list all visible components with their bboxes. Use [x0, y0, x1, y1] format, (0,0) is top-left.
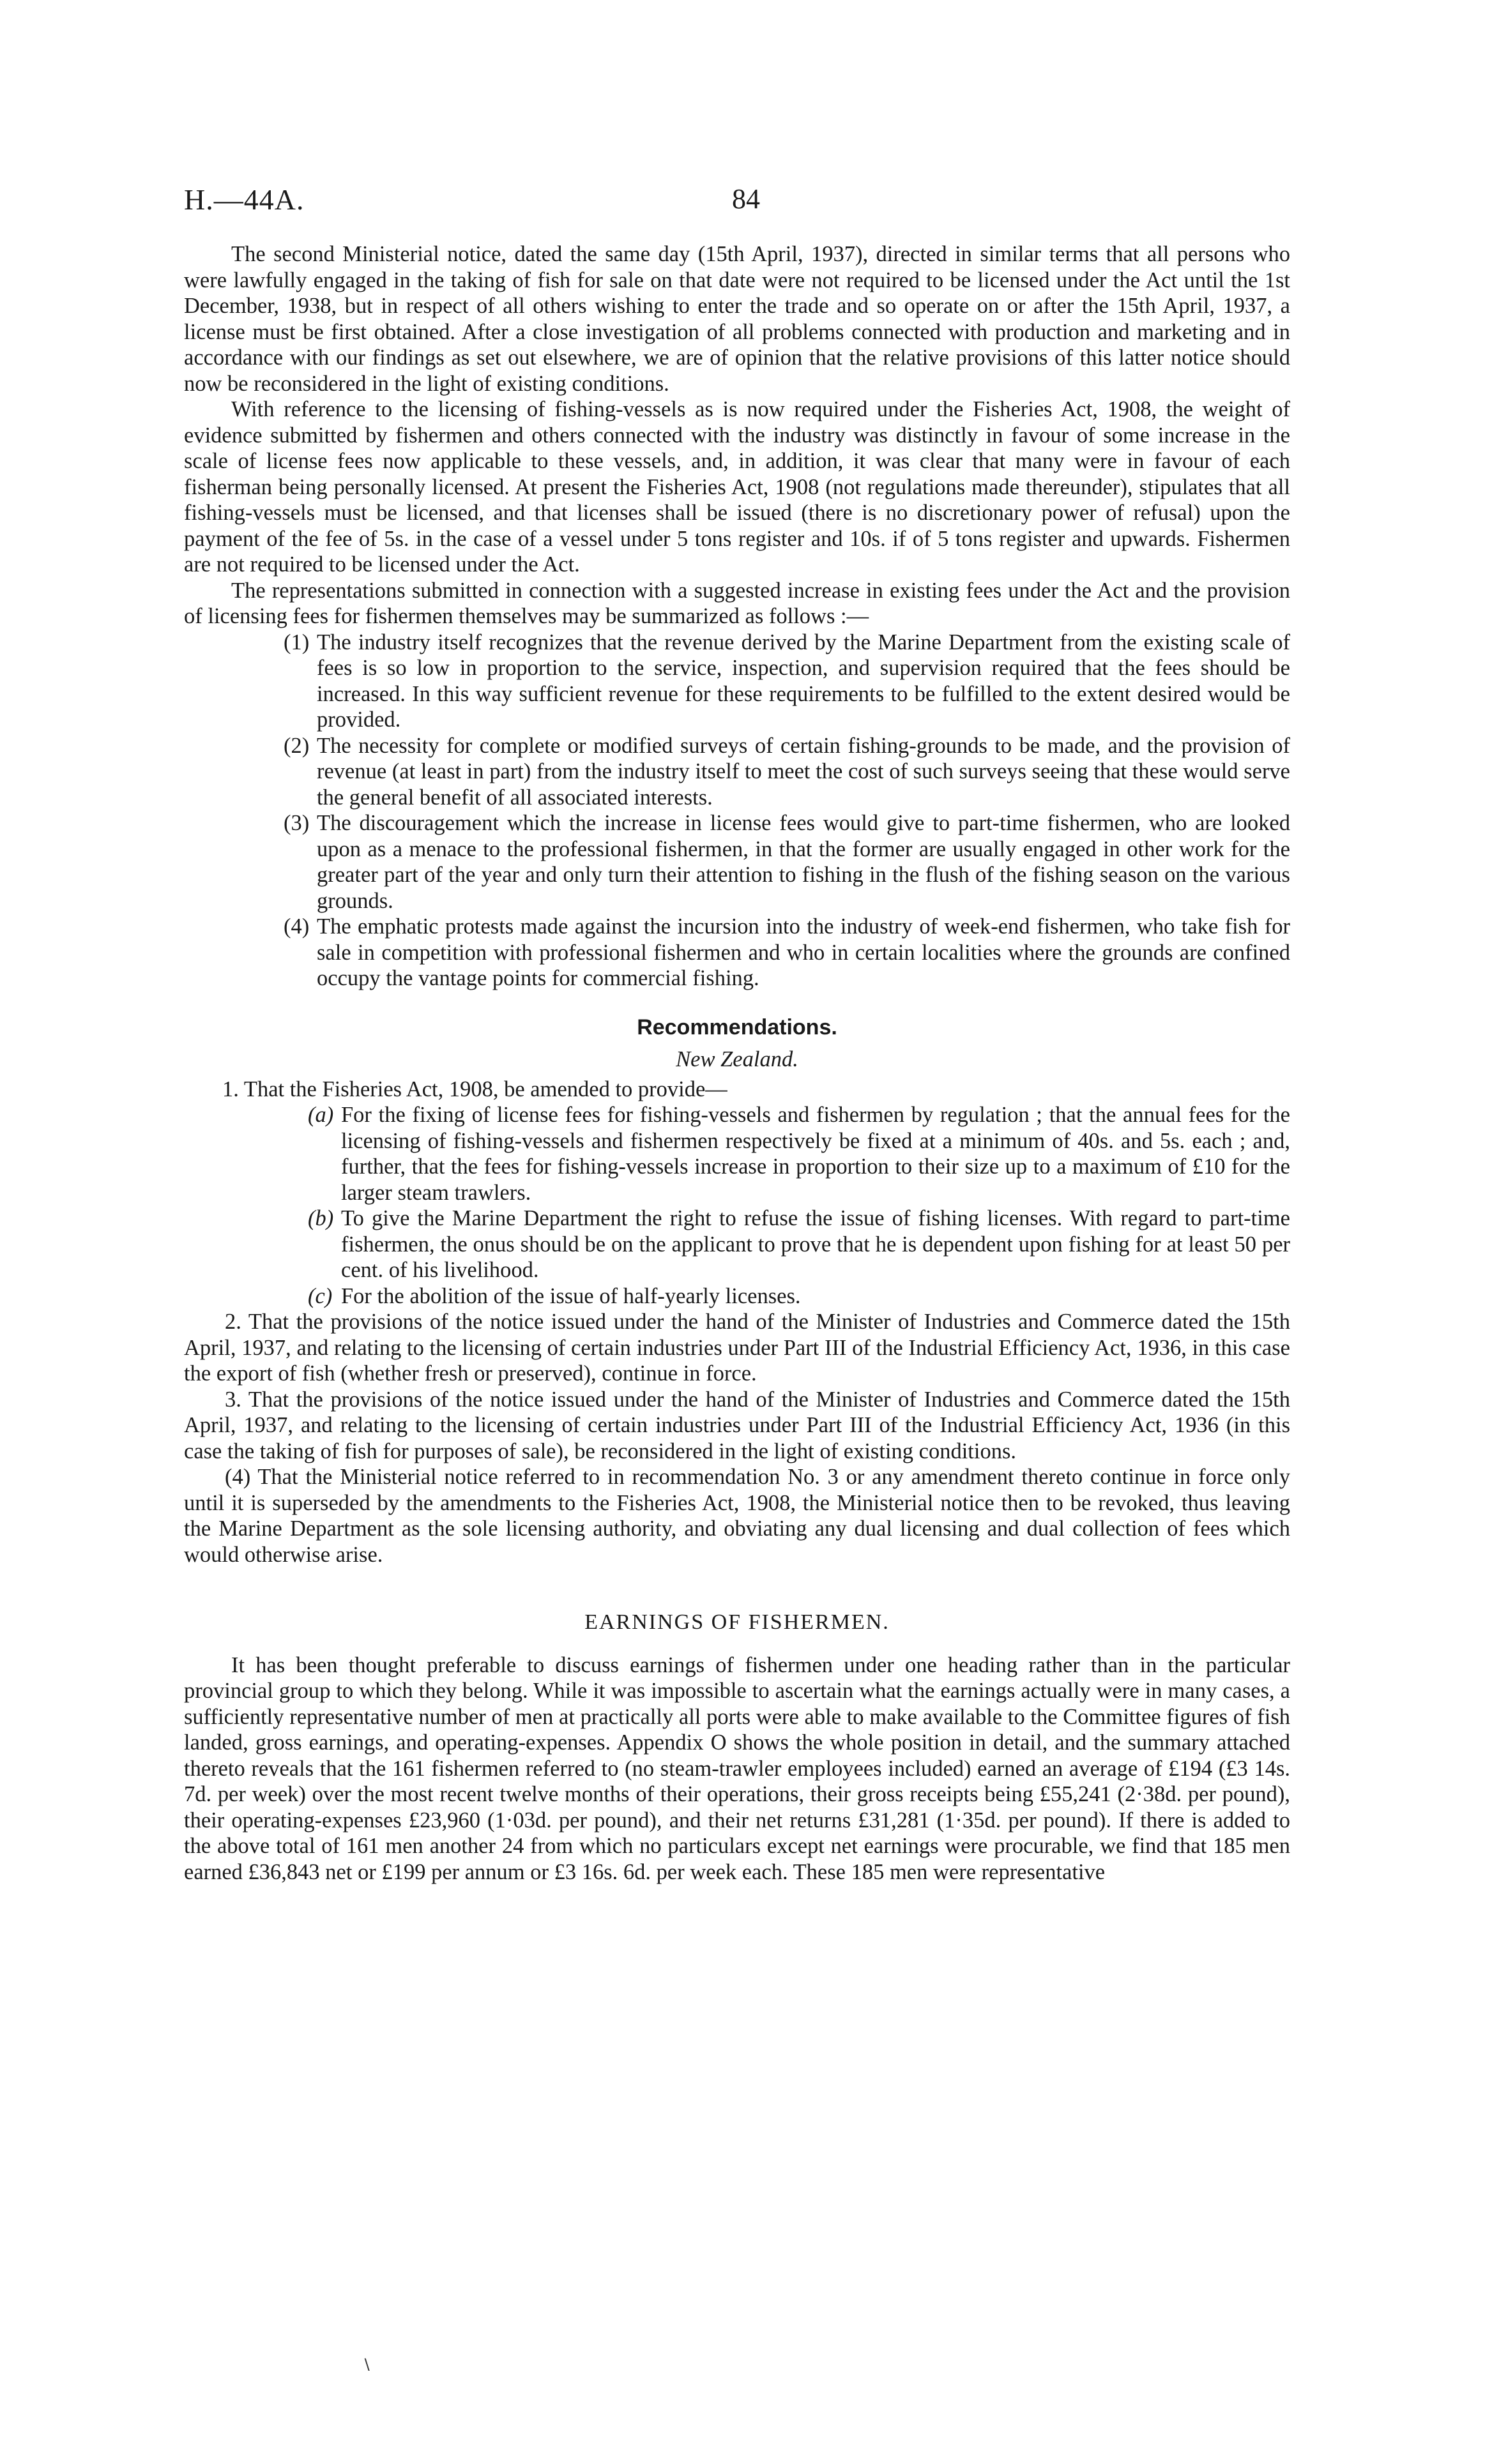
list-item: (2) The necessity for complete or modified surveys of certain fishing-grounds to be made, and the provision of revenue (at least in part) from the industry itself to meet the cost of such surveys seeing that these would serve the general benefit of all associated interests.: [284, 733, 1290, 810]
paragraph-earnings: It has been thought preferable to discuss earnings of fishermen under one heading rather than in the particular provincial group to which they belong. While it was impossible to ascertain what the earnings actually were in many cases, a sufficiently representative number of men at practically all ports were able to make available to the Committee figures of fish landed, gross earnings, and operating-expenses. Appendix O shows the whole position in detail, and the summary attached thereto reveals that the 161 fishermen referred to (no steam-trawler employees included) earned an average of £194 (£3 14s. 7d. per week) over the most recent twelve months of their operations, their gross receipts being £55,241 (2·38d. per pound), their operating-expenses £23,960 (1·03d. per pound), and their net returns £31,281 (1·35d. per pound). If there is added to the above total of 161 men another 24 from which no particulars except net earnings were procurable, we find that 185 men earned £36,843 net or £199 per annum or £3 16s. 6d. per week each. These 185 men were representative: [184, 1652, 1290, 1884]
recommendations-subheading: New Zealand.: [676, 1047, 798, 1071]
list-item: (3) The discouragement which the increase in license fees would give to part-time fishermen, who are looked upon as a menace to the professional fishermen, in that the former are usually engaged in other work for the greater part of the year and only turn their attention to fishing in the flush of the fishing season on the various grounds.: [284, 811, 1290, 913]
paragraph-representations-intro: The representations submitted in connection with a suggested increase in existing fees under the Act and the provision of licensing fees for fishermen themselves may be summarized as follows :—: [184, 578, 1290, 628]
earnings-heading: EARNINGS OF FISHERMEN.: [584, 1610, 890, 1634]
paragraph-second-notice: The second Ministerial notice, dated the same day (15th April, 1937), directed in similar terms that all persons who were lawfully engaged in the taking of fish for sale on that date were not required to be licensed under the Act until the 1st December, 1938, but in respect of all others wishing to enter the trade and so operate on or after the 15th April, 1937, a license must be first obtained. After a close investigation of all problems connected with production and marketing and in accordance with our findings as set out elsewhere, we are of opinion that the relative provisions of this latter notice should now be reconsidered in the light of existing conditions.: [184, 242, 1290, 396]
representations-list: [184, 630, 1290, 992]
document-reference: H.—44A.: [184, 183, 305, 216]
recommendation-4: (4) That the Ministerial notice referred to in recommendation No. 3 or any amendment thereto continue in force only until it is superseded by the amendments to the Fisheries Act, 1908, the Ministerial notice then to be revoked, thus leaving the Marine Department as the sole licensing authority, and obviating any dual licensing and dual collection of fees which would otherwise arise.: [184, 1465, 1290, 1567]
page-body: [184, 241, 1290, 1885]
paragraph-licensing-vessels: With reference to the licensing of fishing-vessels as is now required under the Fisheries Act, 1908, the weight of evidence submitted by fishermen and others connected with the industry was distinctly in favour of some increase in the scale of license fees now applicable to these vessels, and, in addition, it was clear that many were in favour of each fisherman being personally licensed. At present the Fisheries Act, 1908 (not regulations made thereunder), stipulates that all fishing-vessels must be licensed, and that licenses shall be issued (there is no discretionary power of refusal) upon the payment of the fee of 5s. in the case of a vessel under 5 tons register and 10s. if of 5 tons register and upwards. Fishermen are not required to be licensed under the Act.: [184, 397, 1290, 577]
page-header: [184, 183, 1308, 221]
recommendation-1: 1. That the Fisheries Act, 1908, be amended to provide—: [222, 1077, 727, 1101]
page-number: 84: [732, 183, 760, 215]
list-item: (4) The emphatic protests made against the incursion into the industry of week-end fishermen, who take fish for sale in competition with professional fishermen and who in certain localities where the grounds are confined occupy the vantage points for commercial fishing.: [284, 914, 1290, 990]
list-item: (a) For the fixing of license fees for fishing-vessels and fishermen by regulation ; that the annual fees for the licensing of fishing-vessels and fishermen respectively be fixed at a minimum of 40s. and 5s. each ; and, further, that the fees for fishing-vessels increase in proportion to their size up to a maximum of £10 for the larger steam trawlers.: [308, 1103, 1290, 1205]
list-item: (c) For the abolition of the issue of half-yearly licenses.: [308, 1283, 801, 1308]
list-item: (b) To give the Marine Department the right to refuse the issue of fishing licenses. With regard to part-time fishermen, the onus should be on the applicant to prove that he is dependent upon fishing for at least 50 per cent. of his livelihood.: [308, 1206, 1290, 1282]
list-item: (1) The industry itself recognizes that the revenue derived by the Marine Department from the existing scale of fees is so low in proportion to the service, inspection, and supervision required that the fees should be increased. In this way sufficient revenue for these requirements to be fulfilled to the extent desired would be provided.: [284, 630, 1290, 732]
stray-mark: ∖: [362, 2357, 372, 2374]
recommendation-1-subitems: [184, 1102, 1290, 1309]
recommendation-2: 2. That the provisions of the notice issued under the hand of the Minister of Industries and Commerce dated the 15th April, 1937, and relating to the licensing of certain industries under Part III of the Industrial Efficiency Act, 1936, in this case the export of fish (whether fresh or preserved), continue in force.: [184, 1310, 1290, 1386]
recommendations-heading: Recommendations.: [637, 1015, 837, 1039]
recommendation-3: 3. That the provisions of the notice issued under the hand of the Minister of Industries and Commerce dated the 15th April, 1937, and relating to the licensing of certain industries under Part III of the Industrial Efficiency Act, 1936 (in this case the taking of fish for purposes of sale), be reconsidered in the light of existing conditions.: [184, 1387, 1290, 1463]
